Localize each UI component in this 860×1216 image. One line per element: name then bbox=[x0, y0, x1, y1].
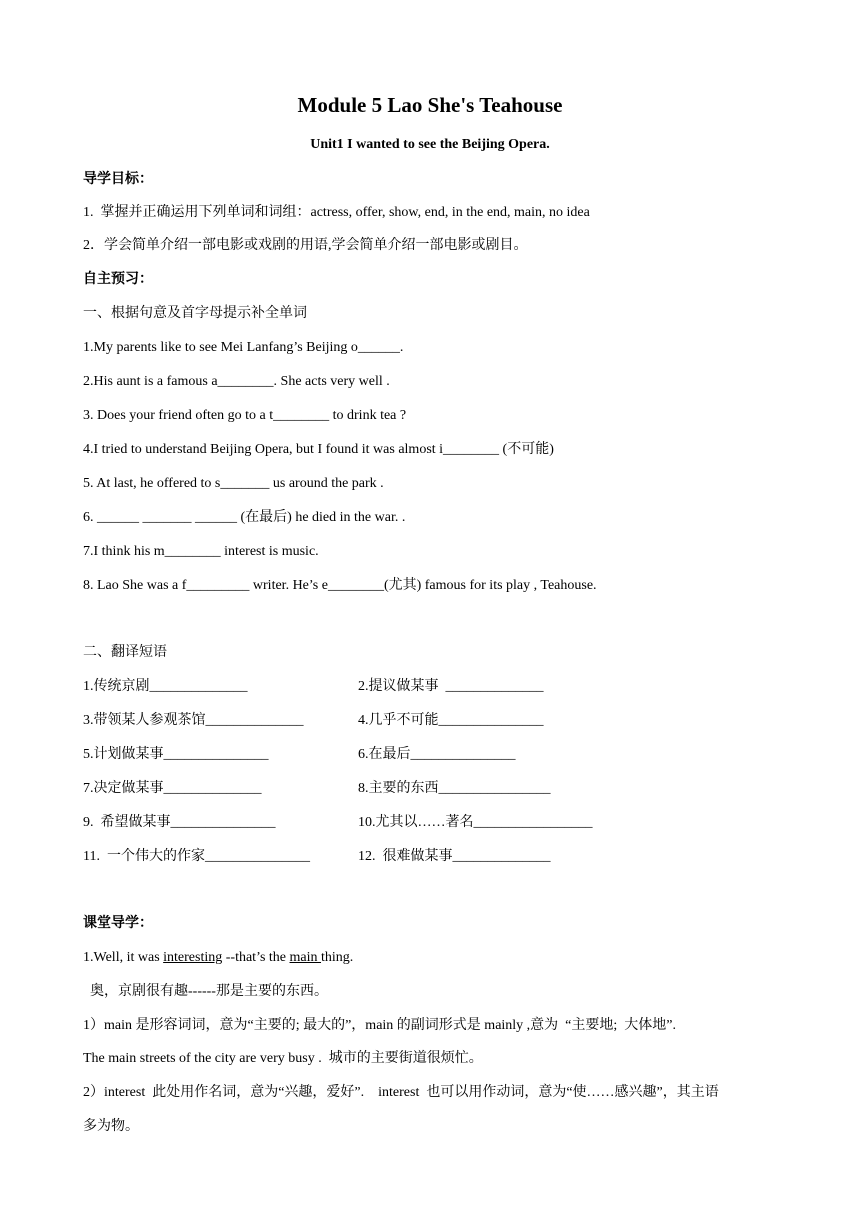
phrase-item: 2.提议做某事 ______________ bbox=[358, 679, 544, 694]
grammar-note: 2）interest 此处用作名词，意为“兴趣，爱好”. interest 也可以用作动词，意为“使……感兴趣”，其主语 bbox=[83, 1085, 719, 1100]
phrase-item: 10.尤其以……著名_________________ bbox=[358, 815, 593, 830]
phrase-item: 7.决定做某事______________ bbox=[83, 781, 262, 796]
phrase-item: 12. 很难做某事______________ bbox=[358, 849, 551, 864]
grammar-note: 1）main 是形容词词，意为“主要的; 最大的”，main 的副词形式是 mainly ,意为 “主要地; 大体地”. bbox=[83, 1018, 677, 1033]
section-1-title: 一、根据句意及首字母提示补全单词 bbox=[83, 306, 307, 321]
fill-sentence: 7.I think his m________ interest is music. bbox=[83, 544, 319, 559]
sentence-prefix: 1.Well, it was bbox=[83, 950, 164, 965]
preview-heading: 自主预习： bbox=[83, 272, 153, 287]
sentence-suffix: thing. bbox=[321, 950, 354, 965]
goal-item: 1. 掌握并正确运用下列单词和词组：actress, offer, show, end, in the end, main, no idea bbox=[83, 205, 590, 220]
phrase-item: 3.带领某人参观茶馆______________ bbox=[83, 713, 304, 728]
fill-sentence: 2.His aunt is a famous a________. She acts very well . bbox=[83, 374, 390, 389]
fill-sentence: 4.I tried to understand Beijing Opera, but I found it was almost i________ (不可能) bbox=[83, 442, 554, 457]
phrase-item: 1.传统京剧______________ bbox=[83, 679, 248, 694]
page-title: Module 5 Lao She's Teahouse bbox=[297, 93, 563, 117]
fill-sentence: 8. Lao She was a f_________ writer. He’s e________(尤其) famous for its play , Teahouse. bbox=[83, 578, 597, 593]
fill-sentence: 1.My parents like to see Mei Lanfang’s Beijing o______. bbox=[83, 340, 404, 355]
phrase-item: 6.在最后_______________ bbox=[358, 747, 516, 762]
example-line: The main streets of the city are very busy . 城市的主要街道很烦忙。 bbox=[83, 1051, 483, 1066]
phrase-item: 5.计划做某事_______________ bbox=[83, 747, 269, 762]
goal-item: 2．学会简单介绍一部电影或戏剧的用语,学会简单介绍一部电影或剧目。 bbox=[83, 238, 528, 253]
section-2-title: 二、翻译短语 bbox=[83, 645, 167, 660]
underlined-word: main bbox=[289, 950, 322, 965]
sentence-translation: 奥，京剧很有趣------那是主要的东西。 bbox=[83, 984, 328, 999]
phrase-item: 4.几乎不可能_______________ bbox=[358, 713, 544, 728]
fill-sentence: 3. Does your friend often go to a t________ to drink tea ? bbox=[83, 408, 407, 423]
underlined-word: interesting bbox=[163, 950, 223, 965]
sentence-mid: --that’s the bbox=[222, 950, 290, 965]
phrase-item: 9. 希望做某事_______________ bbox=[83, 815, 276, 830]
page-subtitle: Unit1 I wanted to see the Beijing Opera. bbox=[310, 137, 550, 152]
phrase-item: 11. 一个伟大的作家_______________ bbox=[83, 849, 310, 864]
fill-sentence: 6. ______ _______ ______ (在最后) he died in the war. . bbox=[83, 510, 406, 525]
goals-heading: 导学目标： bbox=[83, 172, 153, 187]
grammar-note-continued: 多为物。 bbox=[83, 1119, 139, 1134]
phrase-item: 8.主要的东西________________ bbox=[358, 781, 551, 796]
example-sentence bbox=[83, 949, 353, 967]
classroom-heading: 课堂导学： bbox=[83, 916, 153, 931]
fill-sentence: 5. At last, he offered to s_______ us around the park . bbox=[83, 476, 384, 491]
